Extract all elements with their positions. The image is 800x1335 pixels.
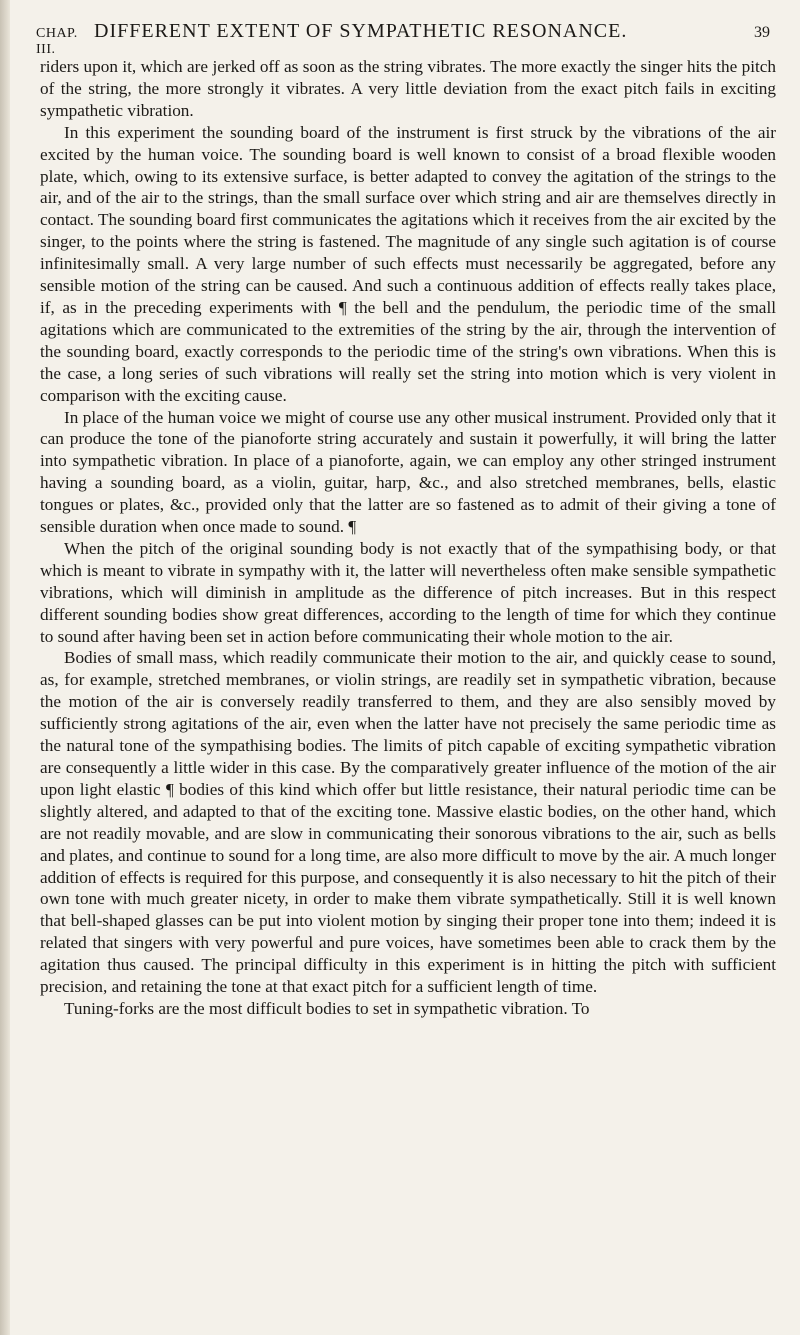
paragraph: Tuning-forks are the most difficult bodies to set in sympathetic vibration. To [64, 998, 590, 1018]
paragraph: In this experiment the sounding board of the instrument is first struck by the vibrations of the air excited by the human voice. The sounding board is well known to consist of a broad flexible wooden plate, which, owing to its extensive surface, is better adapted to convey the agitation of the strings to the air, and of the air to the strings, than the small surface over which string and air are themselves directly in contact. The sounding board first communicates the agitations which it receives from the air excited by the singer, to the points where the string is fastened. The magnitude of any single such agitation is of course infinitesimally small. A very large number of such effects must necessarily be aggregated, before any sensible motion of the string can be caused. And such a continuous addition of effects really takes place, if, as in the preceding experiments with ¶ the bell and the pendulum, the periodic time of the small agitations which are communicated to the extremities of the string by the air, through the intervention of the sounding board, exactly corresponds to the periodic time of the string's own vibrations. When this is the case, a long series of such vibrations will really set the string into motion which is very violent in comparison with the exciting cause. [40, 122, 776, 405]
page-number: 39 [754, 24, 770, 41]
paragraph: In place of the human voice we might of course use any other musical instrument. Provided only that it can produce the tone of the pianoforte string accurately and sustain it powerfully, it will bring the latter into sympathetic vibration. In place of a pianoforte, again, we can employ any other stringed instrument having a sounding board, as a violin, guitar, harp, &c., and also stretched membranes, bells, elastic tongues or plates, &c., provided only that the latter are so fastened as to admit of their giving a tone of sensible duration when once made to sound. ¶ [40, 407, 776, 537]
paragraph-continued: riders upon it, which are jerked off as soon as the string vibrates. The more exactly the singer hits the pitch of the string, the more strongly it vibrates. A very little deviation from the exact pitch fails in exciting sympathetic vibration. [40, 57, 776, 120]
body-text [40, 56, 776, 1326]
binding-edge [0, 0, 10, 1335]
running-head [36, 20, 770, 57]
chapter-label: CHAP. III. [36, 26, 78, 57]
running-title: DIFFERENT EXTENT OF SYMPATHETIC RESONANCE. [94, 20, 628, 42]
paragraph: Bodies of small mass, which readily communicate their motion to the air, and quickly cease to sound, as, for example, stretched membranes, or violin strings, are readily set in sympathetic vibration, because the motion of the air is conversely readily transferred to them, and they are also sensibly moved by sufficiently strong agitations of the air, even when the latter have not precisely the same periodic time as the natural tone of the sympathising bodies. The limits of pitch capable of exciting sympathetic vibration are consequently a little wider in this case. By the comparatively greater influence of the motion of the air upon light elastic ¶ bodies of this kind which offer but little resistance, their natural periodic time can be slightly altered, and adapted to that of the exciting tone. Massive elastic bodies, on the other hand, which are not readily movable, and are slow in communicating their sonorous vibrations to the air, such as bells and plates, and continue to sound for a long time, are also more difficult to move by the air. A much longer addition of effects is required for this purpose, and consequently it is also necessary to hit the pitch of their own tone with much greater nicety, in order to make them vibrate sympathetically. Still it is well known that bell-shaped glasses can be put into violent motion by singing their proper tone into them; indeed it is related that singers with very powerful and pure voices, have sometimes been able to crack them by the agitation thus caused. The principal difficulty in this experiment is in hitting the pitch with sufficient precision, and retaining the tone at that exact pitch for a sufficient length of time. [40, 648, 776, 997]
paragraph: When the pitch of the original sounding body is not exactly that of the sympathising body, or that which is meant to vibrate in sympathy with it, the latter will nevertheless often make sensible sympathetic vibrations, which will diminish in amplitude as the difference of pitch increases. But in this respect different sounding bodies show great differences, according to the length of time for which they continue to sound after having been set in action before communicating their whole motion to the air. [40, 538, 776, 646]
